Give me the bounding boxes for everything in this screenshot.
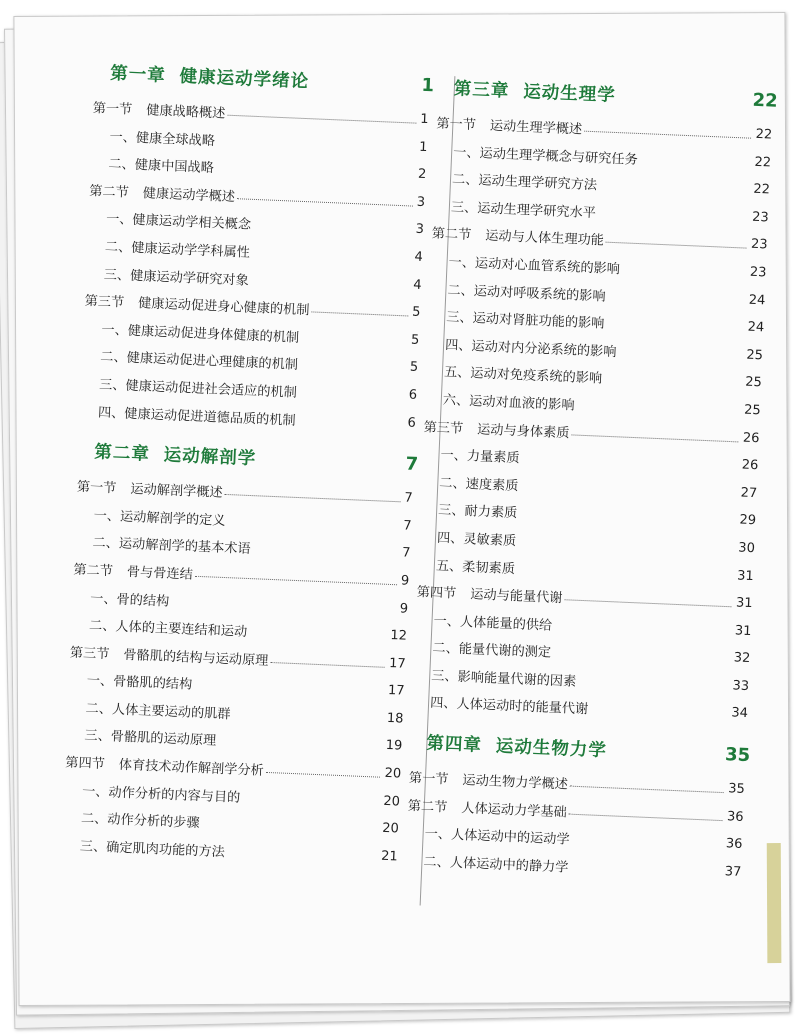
section-name: 人体运动力学基础 — [460, 800, 568, 821]
item-title: 三、骨骼肌的运动原理 — [84, 728, 217, 750]
leader-dots — [584, 131, 751, 139]
item-title: 一、运动对心血管系统的影响 — [448, 255, 621, 278]
item-title: 一、骨骼肌的结构 — [86, 673, 193, 694]
page-number: 23 — [751, 209, 770, 226]
section-title — [416, 581, 563, 606]
section-label: 第一节 — [436, 116, 477, 134]
item-title: 三、健康运动学研究对象 — [103, 267, 250, 289]
item-title: 二、能量代谢的测定 — [432, 641, 552, 662]
page-number: 31 — [735, 595, 753, 612]
leader-dots — [570, 786, 724, 793]
page-number: 36 — [725, 836, 743, 853]
item-title: 三、运动生理学研究水平 — [450, 199, 597, 222]
page-number: 24 — [747, 319, 765, 336]
section-title — [77, 476, 224, 501]
item-title: 五、运动对免疫系统的影响 — [443, 365, 603, 387]
section-name: 骨与骨连结 — [126, 564, 194, 583]
section-name: 体育技术动作解剖学分析 — [118, 757, 265, 779]
chapter-name: 健康运动学绪论 — [179, 66, 310, 93]
chapter-page-number: 35 — [724, 744, 751, 767]
page-number: 29 — [739, 512, 757, 529]
item-title: 二、人体运动中的静力学 — [423, 854, 569, 876]
item-title: 一、运动解剖学的定义 — [93, 508, 226, 529]
item-title: 三、运动对肾脏功能的影响 — [445, 310, 605, 332]
page-number: 6 — [407, 415, 417, 431]
item-title: 一、人体运动中的运动学 — [424, 826, 570, 848]
item-title: 三、影响能量代谢的因素 — [430, 668, 577, 690]
page-number: 26 — [741, 457, 759, 474]
section-name: 运动解剖学概述 — [130, 482, 223, 501]
section-title — [65, 752, 264, 779]
toc-column-right — [402, 61, 779, 888]
leader-dots — [311, 312, 408, 317]
item-title: 二、人体的主要连结和运动 — [88, 618, 248, 641]
item-title: 一、骨的结构 — [89, 590, 170, 610]
item-title: 一、运动生理学概念与研究任务 — [452, 144, 638, 168]
item-title: 二、健康运动促进心理健康的机制 — [99, 349, 299, 374]
item-title: 三、耐力素质 — [437, 503, 518, 522]
page-number: 17 — [387, 683, 405, 699]
page-number: 5 — [409, 359, 419, 376]
section-label: 第三节 — [69, 645, 110, 662]
section-name: 运动与能量代谢 — [469, 587, 563, 607]
section-name: 健康运动学概述 — [142, 186, 236, 205]
chapter-page-number: 7 — [405, 453, 419, 476]
page-number: 5 — [411, 304, 421, 321]
page-number: 7 — [404, 490, 413, 506]
chapter-label: 第四章 — [425, 733, 483, 756]
page-number: 2 — [417, 166, 427, 183]
section-label: 第一节 — [92, 101, 133, 118]
section-name: 运动与身体素质 — [476, 421, 570, 441]
page-number: 24 — [748, 292, 766, 308]
leader-dots — [271, 662, 385, 668]
section-label: 第二节 — [73, 562, 114, 580]
chapter-label: 第二章 — [93, 442, 151, 465]
item-title: 二、运动对呼吸系统的影响 — [447, 282, 606, 305]
item-title: 二、人体主要运动的肌群 — [85, 701, 231, 723]
chapter-title — [110, 60, 310, 93]
section-name: 运动与人体生理功能 — [484, 229, 605, 249]
chapter-title — [94, 439, 257, 471]
page-number: 12 — [390, 628, 408, 644]
page-number: 3 — [416, 194, 426, 210]
page-number: 25 — [744, 374, 763, 391]
item-title: 一、力量素质 — [440, 448, 520, 467]
section-name: 骨骼肌的结构与运动原理 — [123, 647, 269, 669]
item-title: 一、健康运动促进身体健康的机制 — [101, 322, 300, 346]
page-number: 25 — [746, 347, 764, 364]
chapter-page-number: 1 — [421, 74, 435, 97]
section-title — [407, 795, 567, 821]
section-name: 运动生物力学概述 — [462, 773, 569, 793]
section-label: 第三节 — [423, 419, 464, 437]
page-number: 35 — [727, 781, 746, 798]
page-number: 20 — [381, 821, 400, 837]
page-number: 7 — [402, 518, 412, 534]
page-number: 21 — [380, 848, 398, 865]
chapter-name: 运动解剖学 — [163, 445, 257, 470]
chapter-label: 第三章 — [453, 79, 510, 102]
section-label: 第一节 — [76, 479, 117, 497]
leader-dots — [228, 115, 417, 124]
leader-dots — [237, 198, 413, 206]
page-number: 22 — [754, 154, 772, 171]
section-label: 第三节 — [84, 294, 125, 311]
leader-dots — [565, 599, 732, 607]
item-title: 三、健康运动促进社会适应的机制 — [98, 377, 298, 401]
section-name: 健康运动促进身心健康的机制 — [137, 296, 310, 319]
page-number: 20 — [384, 765, 402, 782]
section-label: 第二节 — [407, 798, 448, 816]
leader-dots — [195, 576, 397, 585]
page-number: 34 — [731, 705, 749, 722]
item-title: 二、速度素质 — [439, 475, 519, 494]
toc-column-left — [61, 45, 435, 872]
chapter-title — [426, 730, 607, 763]
chapter-page-number: 22 — [752, 89, 779, 112]
page-number: 1 — [419, 111, 429, 128]
item-title: 二、动作分析的步骤 — [80, 811, 200, 832]
section-name: 运动生理学概述 — [489, 118, 583, 138]
page-number: 23 — [750, 237, 768, 253]
section-title — [73, 559, 193, 583]
item-title: 三、确定肌肉功能的方法 — [79, 839, 226, 861]
item-title: 一、健康运动学相关概念 — [105, 212, 252, 234]
section-title — [70, 641, 269, 668]
item-title: 四、灵敏素质 — [436, 530, 517, 550]
section-title — [436, 112, 583, 137]
chapter-label: 第一章 — [109, 63, 167, 87]
item-title: 一、人体能量的供给 — [433, 613, 553, 634]
page-number: 9 — [400, 573, 410, 589]
item-title: 六、运动对血液的影响 — [442, 392, 575, 414]
page-number: 37 — [724, 864, 742, 880]
leader-dots — [569, 813, 723, 820]
page-number: 22 — [753, 181, 771, 198]
page-number: 18 — [386, 710, 404, 727]
section-label: 第二节 — [431, 226, 472, 244]
page-number: 25 — [743, 402, 761, 419]
item-title: 二、健康运动学学科属性 — [104, 239, 251, 261]
page-number: 31 — [734, 623, 752, 639]
page-number: 1 — [418, 139, 428, 155]
page-number: 22 — [755, 126, 773, 143]
item-title: 四、人体运动时的能量代谢 — [429, 696, 589, 718]
section-title — [409, 767, 569, 793]
page-number: 6 — [408, 387, 418, 403]
chapter-name: 运动生物力学 — [495, 736, 608, 762]
page-number: 33 — [732, 678, 750, 694]
page-number: 7 — [401, 545, 411, 562]
item-title: 二、健康中国战略 — [108, 156, 215, 177]
page-number: 4 — [413, 277, 422, 293]
item-title: 四、运动对内分泌系统的影响 — [444, 337, 617, 360]
leader-dots — [266, 772, 380, 778]
page-number: 19 — [385, 738, 403, 755]
section-title — [89, 180, 236, 205]
section-label: 第四节 — [64, 755, 106, 773]
item-title: 二、运动解剖学的基本术语 — [92, 535, 251, 558]
item-title: 五、柔韧素质 — [435, 558, 516, 577]
leader-dots — [225, 494, 401, 502]
item-title: 一、动作分析的内容与目的 — [81, 783, 241, 806]
page-number: 9 — [399, 600, 409, 617]
page-number: 32 — [733, 650, 751, 667]
section-name: 健康战略概述 — [145, 103, 226, 122]
page-number: 23 — [749, 264, 767, 281]
page-number: 5 — [410, 332, 420, 348]
section-title — [423, 416, 570, 441]
page-number: 17 — [388, 655, 407, 672]
chapter-title — [453, 75, 616, 107]
leader-dots — [571, 434, 738, 442]
item-title: 二、运动生理学研究方法 — [451, 172, 598, 194]
section-title — [431, 223, 604, 249]
page-number: 4 — [414, 249, 424, 265]
page-number: 31 — [736, 567, 755, 584]
section-title — [92, 97, 225, 122]
chapter-name: 运动生理学 — [522, 82, 617, 106]
section-label: 第二节 — [88, 183, 130, 201]
item-title: 一、健康全球战略 — [109, 129, 216, 149]
page-number: 36 — [726, 808, 744, 825]
page-number: 27 — [740, 485, 758, 501]
leader-dots — [606, 242, 747, 249]
section-label: 第一节 — [408, 770, 449, 788]
page-number: 3 — [415, 222, 425, 238]
section-label: 第四节 — [416, 585, 457, 602]
page-number: 26 — [742, 430, 760, 446]
page-number: 20 — [383, 793, 401, 810]
item-title: 四、健康运动促进道德品质的机制 — [97, 405, 296, 429]
page-number: 30 — [738, 540, 756, 557]
